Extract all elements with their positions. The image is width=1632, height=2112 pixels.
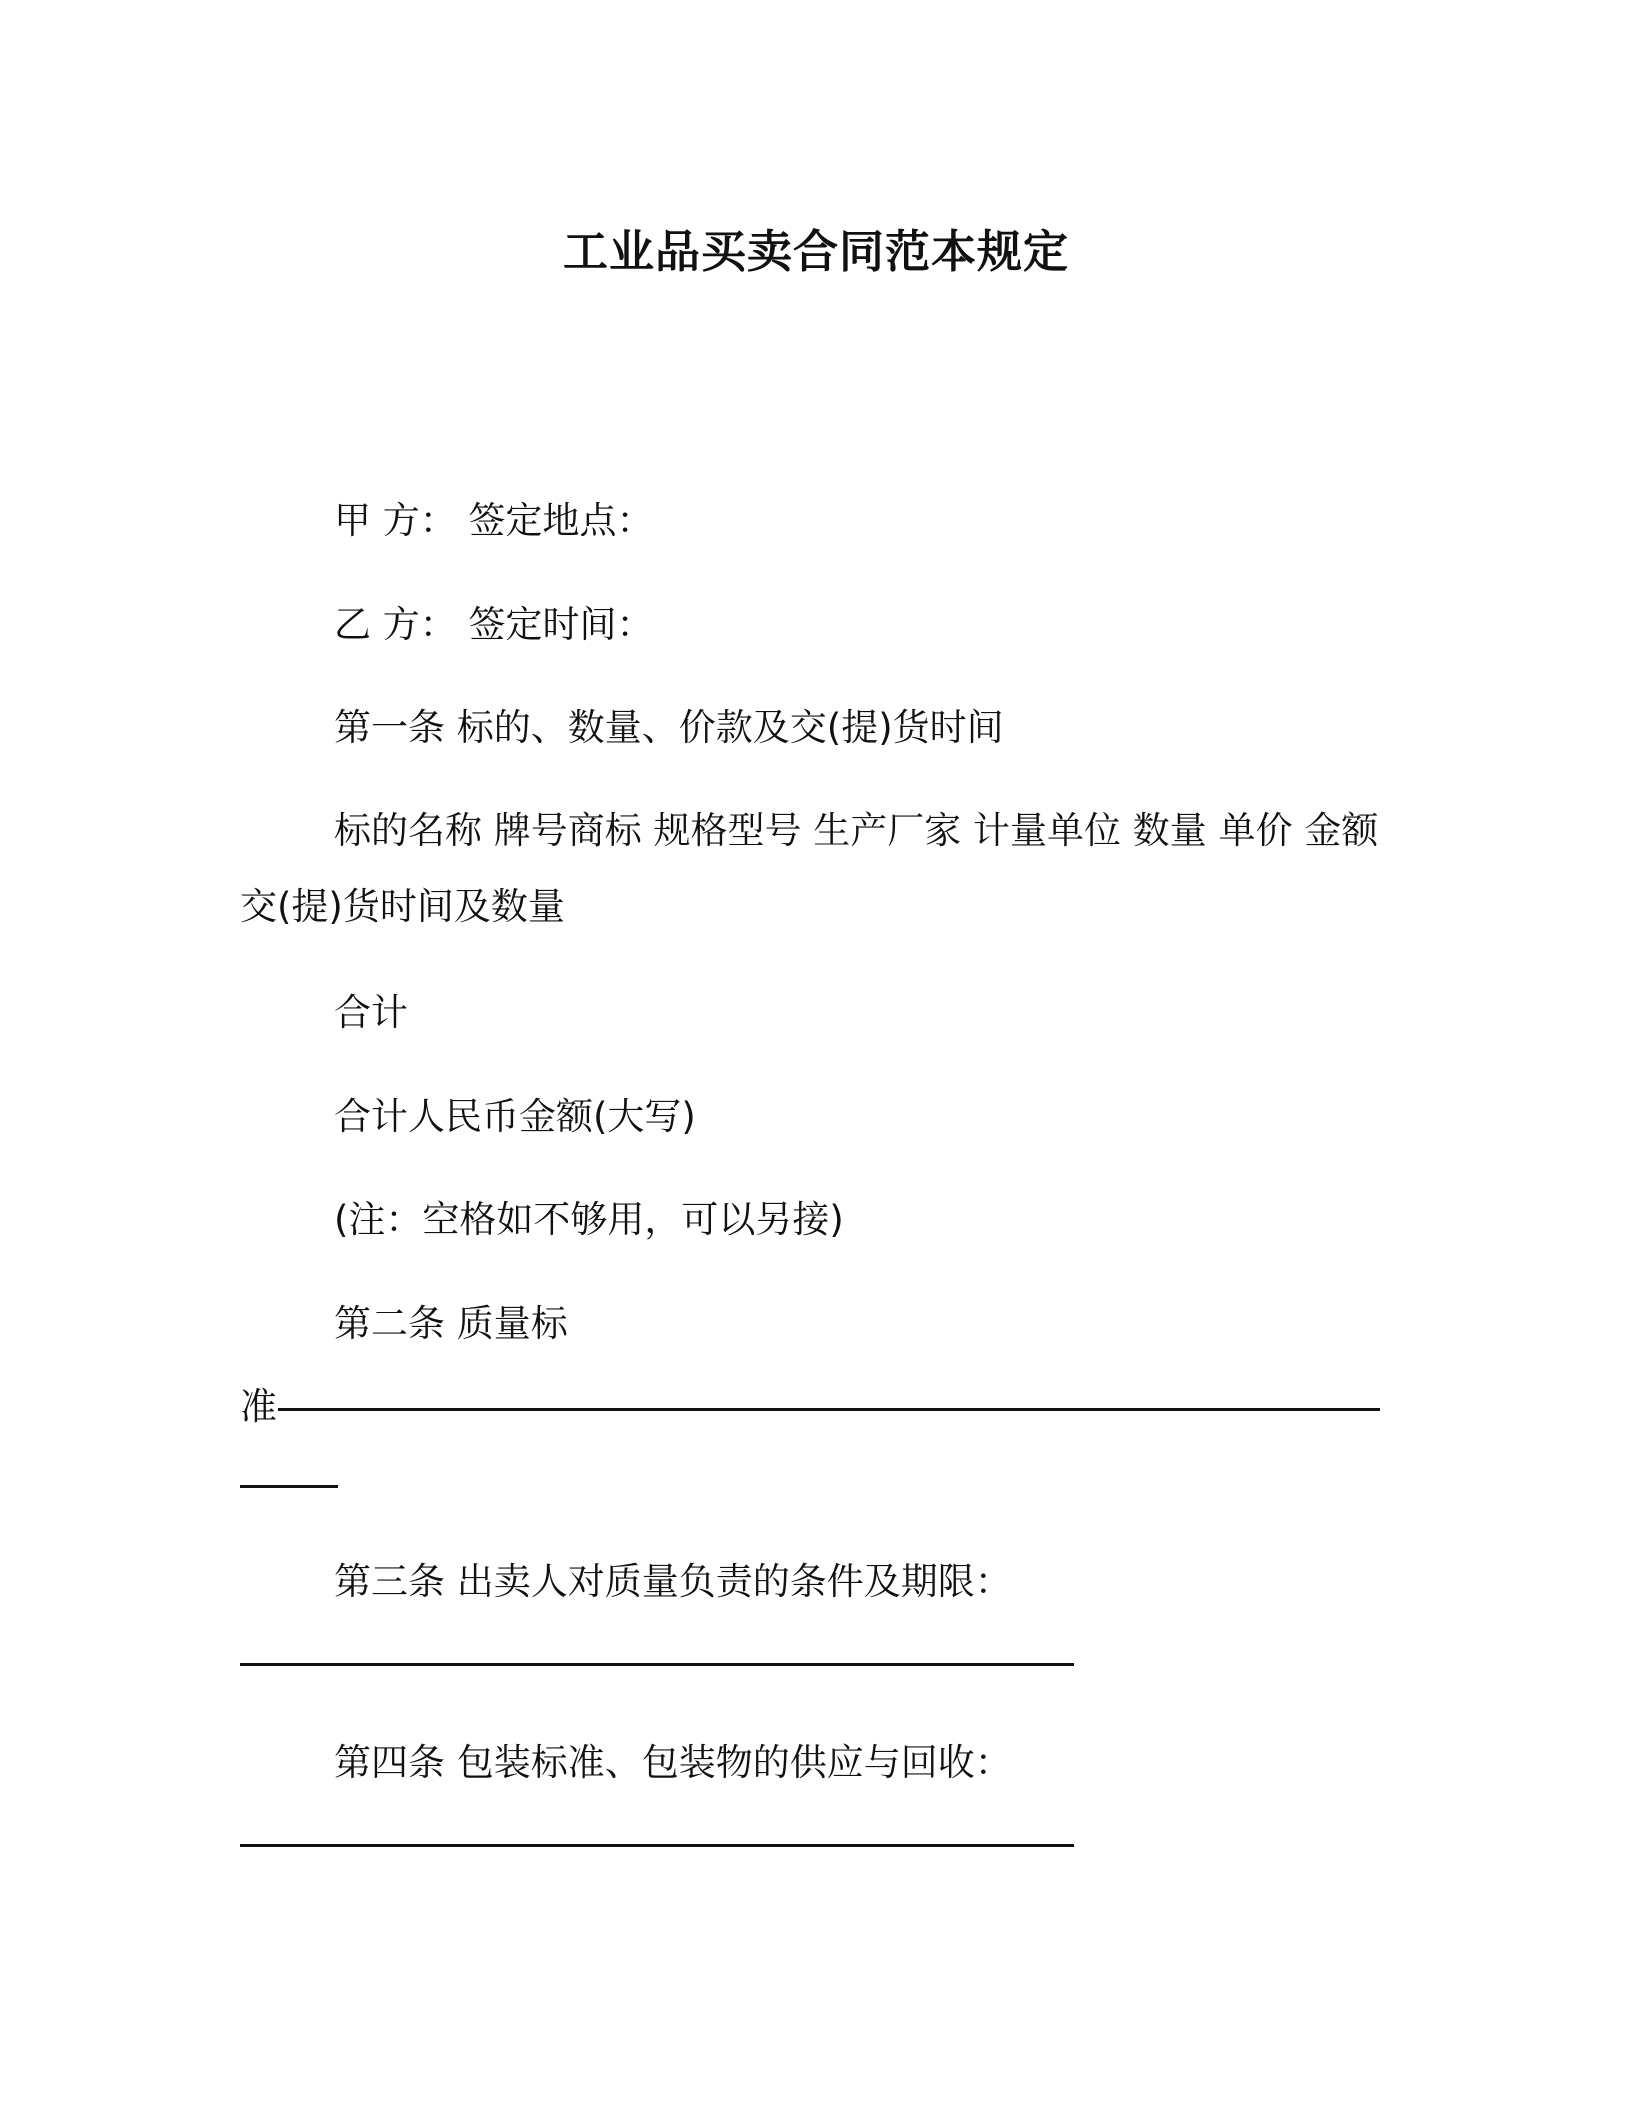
fill-in-blank-line (278, 1408, 1380, 1411)
table-header-line-2: 交(提)货时间及数量 (240, 885, 565, 928)
article-3-heading: 第三条 出卖人对质量负责的条件及期限： (334, 1560, 1012, 1603)
fill-in-blank-line (240, 1844, 1074, 1847)
article-4-heading: 第四条 包装标准、包装物的供应与回收： (334, 1741, 1012, 1784)
fill-in-blank-line (240, 1663, 1074, 1666)
fill-in-blank-line (240, 1485, 338, 1488)
article-2-heading: 第二条 质量标 (334, 1302, 568, 1345)
total-rmb-line: 合计人民币金额(大写) (334, 1095, 696, 1138)
document-title: 工业品买卖合同范本规定 (562, 225, 1069, 278)
party-a-line: 甲 方： 签定地点： (334, 499, 654, 542)
party-b-line: 乙 方： 签定时间： (334, 603, 654, 646)
article-1-heading: 第一条 标的、数量、价款及交(提)货时间 (334, 706, 1004, 749)
total-line: 合计 (334, 991, 408, 1034)
table-header-line-1: 标的名称 牌号商标 规格型号 生产厂家 计量单位 数量 单价 金额 (334, 809, 1379, 852)
note-line: (注：空格如不够用，可以另接) (334, 1198, 844, 1241)
article-2-continuation: 准 (240, 1385, 277, 1428)
